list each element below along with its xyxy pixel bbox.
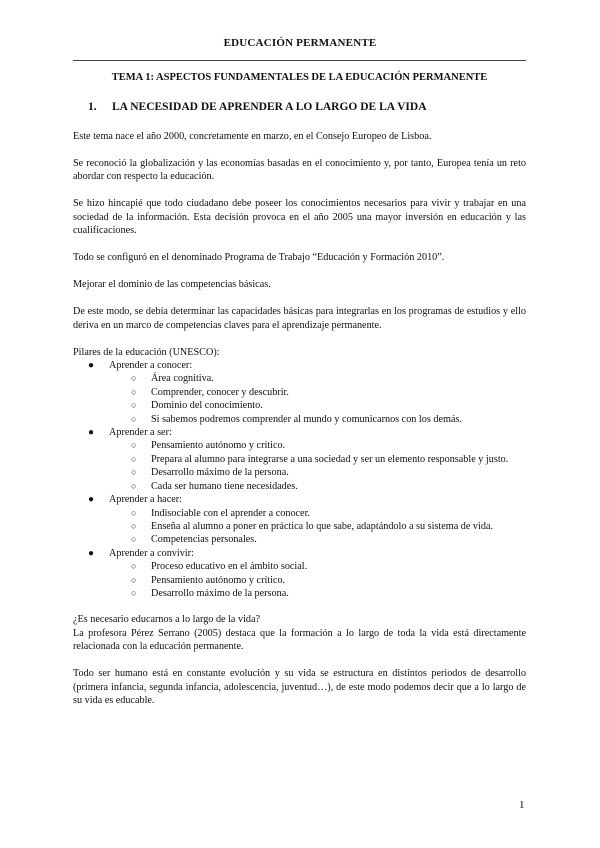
subitem: ○ Proceso educativo en el ámbito social. (131, 561, 308, 573)
paragraph: Se reconoció la globalización y las economías basadas en el conocimiento y, por tanto, Europea tenía un reto abordar con respecto la educación. (73, 158, 526, 183)
bullet-icon: ● (88, 427, 95, 439)
circle-bullet-icon: ○ (131, 574, 137, 585)
circle-bullet-icon: ○ (131, 440, 137, 451)
pillar-subitems (109, 507, 526, 547)
subitem: ○ Si sabemos podremos comprender al mundo y comunicarnos con los demás. (131, 413, 462, 425)
pillar-item (73, 426, 526, 493)
question: ¿Es necesario educarnos a lo largo de la vida? (73, 614, 261, 626)
pillars-intro: Pilares de la educación (UNESCO): (73, 346, 220, 358)
running-header: EDUCACIÓN PERMANENTE (223, 37, 377, 49)
circle-bullet-icon: ○ (131, 507, 137, 518)
circle-bullet-icon: ○ (131, 534, 137, 545)
bullet-icon: ● (88, 360, 95, 372)
pillar-label: Aprender a convivir: (109, 547, 194, 559)
pillar-label: Aprender a ser: (109, 427, 172, 439)
subitem: ○ Desarrollo máximo de la persona. (131, 587, 289, 599)
header-rule (73, 60, 526, 61)
bullet-icon: ● (88, 494, 95, 506)
subitem: ○ Enseña al alumno a poner en práctica lo que sabe, adaptándolo a su sistema de vida. (131, 520, 494, 532)
section-heading (88, 101, 427, 113)
paragraph: De este modo, se debía determinar las capacidades básicas para integrarlas en los programas de estudios y ello deriva en un marco de competencias claves para el aprendizaje permanente. (73, 306, 526, 331)
pillar-item (73, 359, 526, 426)
circle-bullet-icon: ○ (131, 587, 137, 598)
subitem: ○ Prepara al alumno para integrarse a una sociedad y ser un elemento responsable y justo. (131, 453, 509, 465)
paragraph: Todo se configuró en el denominado Programa de Trabajo “Educación y Formación 2010”. (73, 252, 445, 264)
circle-bullet-icon: ○ (131, 467, 137, 478)
circle-bullet-icon: ○ (131, 413, 137, 424)
page-number: 1 (519, 799, 525, 811)
subitem: ○ Comprender, conocer y descubrir. (131, 386, 289, 398)
circle-bullet-icon: ○ (131, 480, 137, 491)
paragraph: Este tema nace el año 2000, concretamente en marzo, en el Consejo Europeo de Lisboa. (73, 131, 432, 142)
paragraph: Mejorar el dominio de las competencias básicas. (73, 279, 271, 291)
pillar-item (73, 493, 526, 547)
subitem: ○ Pensamiento autónomo y crítico. (131, 440, 286, 452)
circle-bullet-icon: ○ (131, 386, 137, 397)
closing-paragraph: Todo ser humano está en constante evolución y su vida se estructura en distintos periodos de desarrollo (primera infancia, segunda infancia, adolescencia, juventud…), de este modo podemos decir que a lo largo de su vida es educable. (73, 668, 526, 706)
circle-bullet-icon: ○ (131, 400, 137, 411)
circle-bullet-icon: ○ (131, 520, 137, 531)
pillar-label: Aprender a conocer: (109, 360, 193, 372)
topic-title: TEMA 1: ASPECTOS FUNDAMENTALES DE LA EDUCACIÓN PERMANENTE (111, 72, 488, 83)
pillar-subitems (109, 560, 526, 600)
pillars-list (73, 359, 526, 600)
circle-bullet-icon: ○ (131, 453, 137, 464)
section-title: LA NECESIDAD DE APRENDER A LO LARGO DE LA VIDA (112, 101, 427, 113)
subitem: ○ Indisociable con el aprender a conocer. (131, 507, 310, 519)
section-number: 1. (88, 101, 97, 113)
subitem: ○ Pensamiento autónomo y crítico. (131, 574, 286, 586)
subitem: ○ Dominio del conocimiento. (131, 400, 263, 412)
pillar-label: Aprender a hacer: (109, 494, 182, 506)
pillar-item (73, 547, 526, 601)
bullet-icon: ● (88, 547, 95, 559)
pillar-subitems (109, 372, 526, 426)
circle-bullet-icon: ○ (131, 373, 137, 384)
pillar-subitems (109, 439, 526, 493)
subitem: ○ Área cognitiva. (131, 373, 214, 385)
document-body (73, 130, 526, 721)
subitem: ○ Competencias personales. (131, 534, 257, 546)
circle-bullet-icon: ○ (131, 561, 137, 572)
closing-paragraph: La profesora Pérez Serrano (2005) destaca que la formación a lo largo de toda la vida está directamente relacionada con la educación permanente. (73, 627, 526, 653)
paragraph: Se hizo hincapié que todo ciudadano debe poseer los conocimientos necesarios para vivir y trabajar en una sociedad de la información. Esta decisión provoca en el año 2005 una mayor inversión en educación y las cualificaciones. (73, 198, 526, 237)
subitem: ○ Cada ser humano tiene necesidades. (131, 480, 298, 492)
subitem: ○ Desarrollo máximo de la persona. (131, 467, 289, 479)
